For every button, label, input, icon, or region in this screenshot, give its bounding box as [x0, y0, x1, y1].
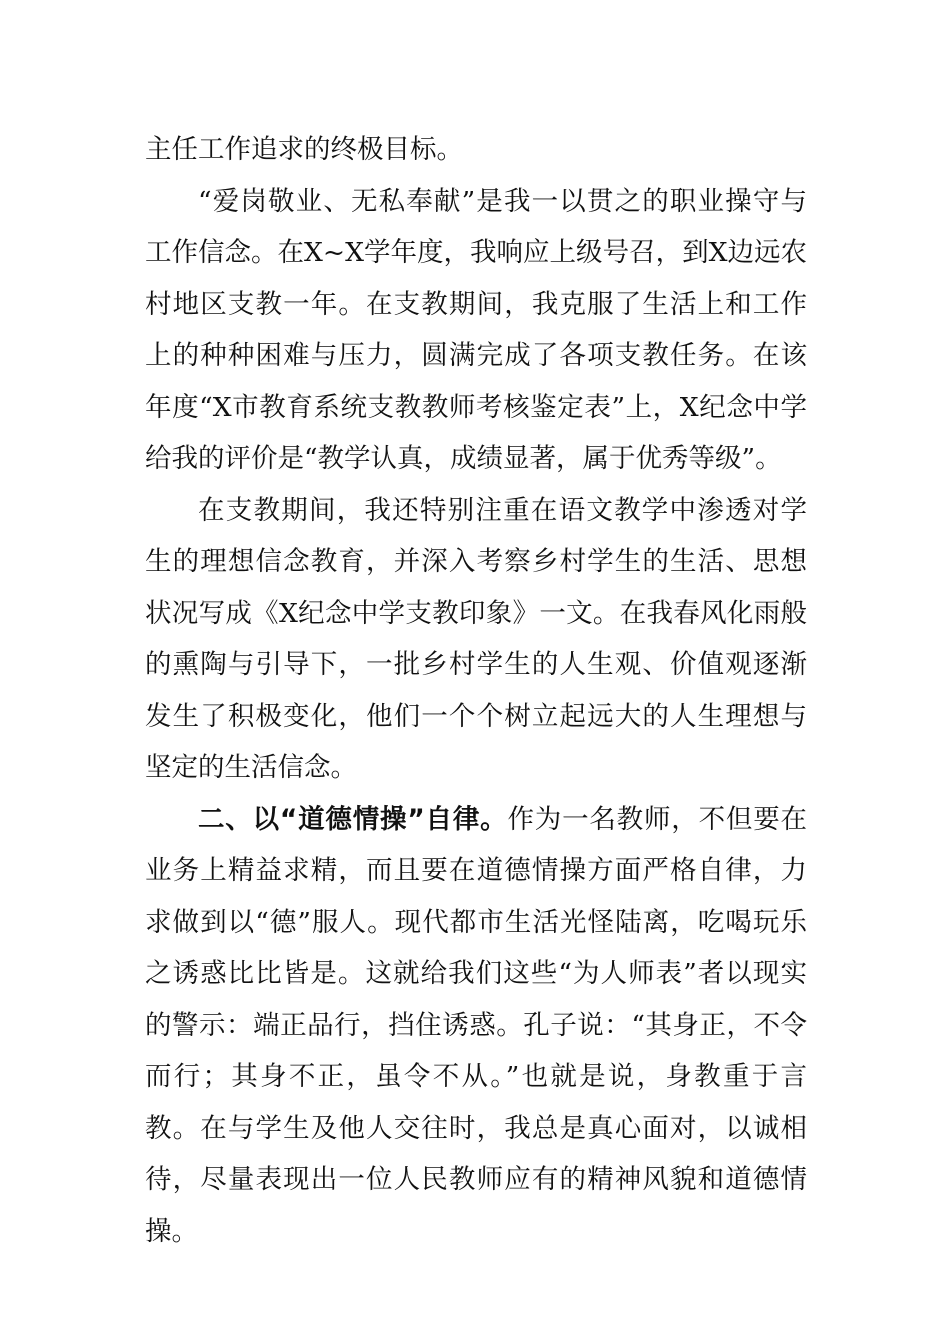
paragraph-4 — [145, 794, 807, 1258]
paragraph-2 — [145, 176, 807, 485]
paragraph-4-text: 作为一名教师，不但要在业务上精益求精，而且要在道德情操方面严格自律，力求做到以“德”服人。现代都市生活光怪陆离，吃喝玩乐之诱惑比比皆是。这就给我们这些“为人师表”者以现实的警示：端正品行，挡住诱惑。孔子说：“其身正，不令而行；其身不正，虽令不从。”也就是说，身教重于言教。在与学生及他人交往时，我总是真心面对，以诚相待，尽量表现出一位人民教师应有的精神风貌和道德情操。 — [145, 803, 807, 1247]
paragraph-2-text: “爱岗敬业、无私奉献”是我一以贯之的职业操守与工作信念。在X~X学年度，我响应上级号召，到X边远农村地区支教一年。在支教期间，我克服了生活上和工作上的种种困难与压力，圆满完成了各项支教任务。在该年度“X市教育系统支教教师考核鉴定表”上，X纪念中学给我的评价是“教学认真，成绩显著，属于优秀等级”。 — [145, 185, 807, 474]
section-heading: 二、以“道德情操”自律。 — [198, 803, 508, 835]
document-page — [145, 124, 807, 1257]
paragraph-1 — [145, 124, 807, 176]
paragraph-1-text: 主任工作追求的终极目标。 — [145, 134, 463, 165]
paragraph-3-text: 在支教期间，我还特别注重在语文教学中渗透对学生的理想信念教育，并深入考察乡村学生的生活、思想状况写成《X纪念中学支教印象》一文。在我春风化雨般的熏陶与引导下，一批乡村学生的人生观、价值观逐渐发生了积极变化，他们一个个树立起远大的人生理想与坚定的生活信念。 — [145, 494, 807, 783]
paragraph-3 — [145, 485, 807, 794]
